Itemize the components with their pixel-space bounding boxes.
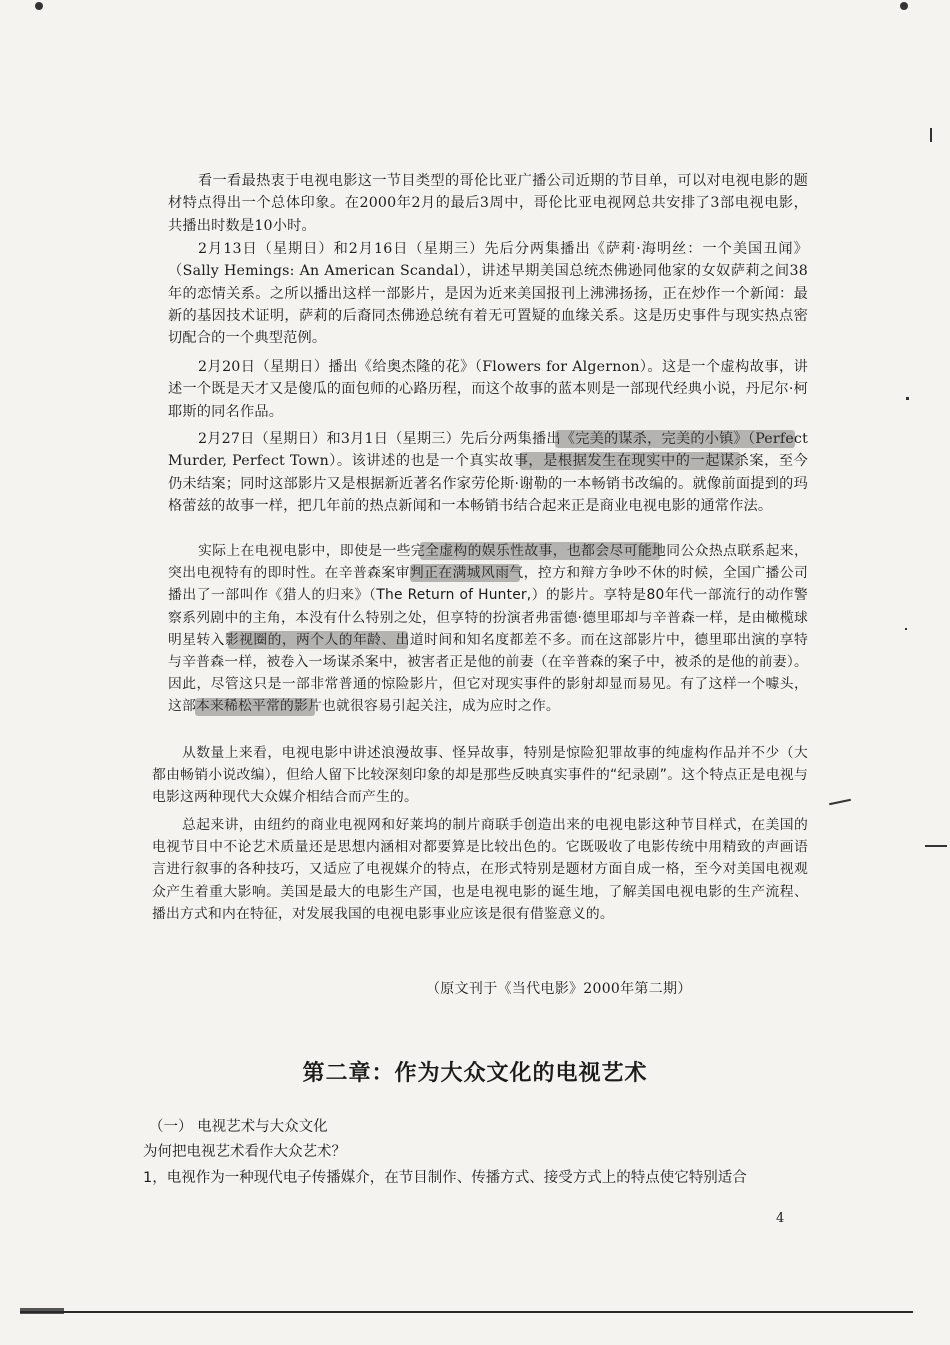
scan-stroke (829, 799, 851, 806)
point-1: 1，电视作为一种现代电子传播媒介，在节目制作、传播方式、接受方式上的特点使它特别适合 (143, 1170, 747, 1186)
scan-mark (930, 128, 932, 142)
section-heading: （一） 电视艺术与大众文化 (149, 1119, 328, 1135)
paragraph-cbs-schedule: 看一看最热衷于电视电影这一节目类型的哥伦比亚广播公司近期的节目单，可以对电视电影的题材特点得出一个总体印象。在2000年2月的最后3周中，哥伦比亚电视网总共安排了3部电视电影，共播出时数是10小时。 (168, 173, 808, 234)
question-heading: 为何把电视艺术看作大众艺术？ (143, 1144, 346, 1160)
bottom-rule (20, 1311, 913, 1313)
paragraph-flowers-for-algernon: 2月20日（星期日）播出《给奥杰隆的花》（Flowers for Algernon）。这是一个虚构故事，讲述一个既是天才又是傻瓜的面包师的心路历程，而这个故事的蓝本则是一部现代经典小说，丹尼尔·柯耶斯的同名作品。 (168, 359, 808, 420)
paragraph-perfect-murder: 2月27日（星期日）和3月1日（星期三）先后分两集播出《完美的谋杀，完美的小镇》（Perfect Murder, Perfect Town）。该讲述的也是一个真实故事，是根据发生在现实中的一起谋杀案，至今仍未结案；同时这部影片又是根据新近著名作家劳伦斯·谢勒的一本畅销书改编的。就像前面提到的玛格蕾兹的故事一样，把几年前的热点新闻和一本畅销书结合起来正是商业电视电影的通常作法。 (168, 431, 808, 514)
paragraph-conclusion: 总起来讲，由纽约的商业电视网和好莱坞的制片商联手创造出来的电视电影这种节目样式，在美国的电视节目中不论艺术质量还是思想内涵相对都要算是比较出色的。它既吸收了电影传统中用精致的声画语言进行叙事的各种技巧，又适应了电视媒介的特点，在形式特别是题材方面自成一格，至今对美国电视观众产生着重大影响。美国是最大的电影生产国，也是电视电影的诞生地，了解美国电视电影的生产流程、播出方式和内在特征，对发展我国的电视电影事业应该是很有借鉴意义的。 (152, 817, 808, 922)
scan-smudge (520, 452, 740, 470)
page-number: 4 (776, 1211, 785, 1226)
scan-smudge (420, 542, 660, 560)
paragraph-docudrama: 从数量上来看，电视电影中讲述浪漫故事、怪异故事，特别是惊险犯罪故事的纯虚构作品并不少（大都由畅销小说改编），但给人留下比较深刻印象的却是那些反映真实事件的“纪录剧”。这个特点正是电视与电影这两种现代大众媒介相结合而产生的。 (152, 745, 808, 806)
scan-smudge (195, 698, 315, 716)
source-note: （原文刊于《当代电影》2000年第二期） (426, 981, 692, 997)
scan-dot (900, 2, 908, 10)
scan-dot (35, 2, 43, 10)
scan-smudge (410, 564, 520, 582)
paragraph-sally-hemings: 2月13日（星期日）和2月16日（星期三）先后分两集播出《萨莉·海明丝：一个美国丑闻》（Sally Hemings: An American Scandal），讲述早期美国总统杰佛逊同他家的女奴萨莉之间38年的恋情关系。之所以播出这样一部影片，是因为近来美国报刊上沸沸扬扬，正在炒作一个新闻：最新的基因技术证明，萨莉的后裔同杰佛逊总统有着无可置疑的血缘关系。这是历史事件与现实热点密切配合的一个典型范例。 (168, 241, 808, 347)
scan-stroke (925, 845, 947, 847)
chapter-title: 第二章：作为大众文化的电视艺术 (302, 1061, 648, 1086)
scan-smudge (228, 631, 408, 649)
scan-smudge (555, 430, 795, 448)
scan-dot (906, 397, 909, 400)
scan-dot (905, 628, 907, 630)
paragraph-return-of-hunter: 实际上在电视电影中，即使是一些完全虚构的娱乐性故事，也都会尽可能地同公众热点联系起来，突出电视特有的即时性。在辛普森案审判正在满城风雨气，控方和辩方争吵不休的时候，全国广播公司播出了一部叫作《猎人的归来》（The Return of Hunter,）的影片。享特是80年代一部流行的动作警察系列剧中的主角，本没有什么特别之处，但享特的扮演者弗雷德·德里耶却与辛普森一样，是由橄榄球明星转入影视圈的，两个人的年龄、出道时间和知名度都差不多。而在这部影片中，德里耶出演的享特与辛普森一样，被卷入一场谋杀案中，被害者正是他的前妻（在辛普森的案子中，被杀的是他的前妻）。因此，尽管这只是一部非常普通的惊险影片，但它对现实事件的影射却显而易见。有了这样一个噱头，这部本来稀松平常的影片也就很容易引起关注，成为应时之作。 (168, 543, 808, 715)
